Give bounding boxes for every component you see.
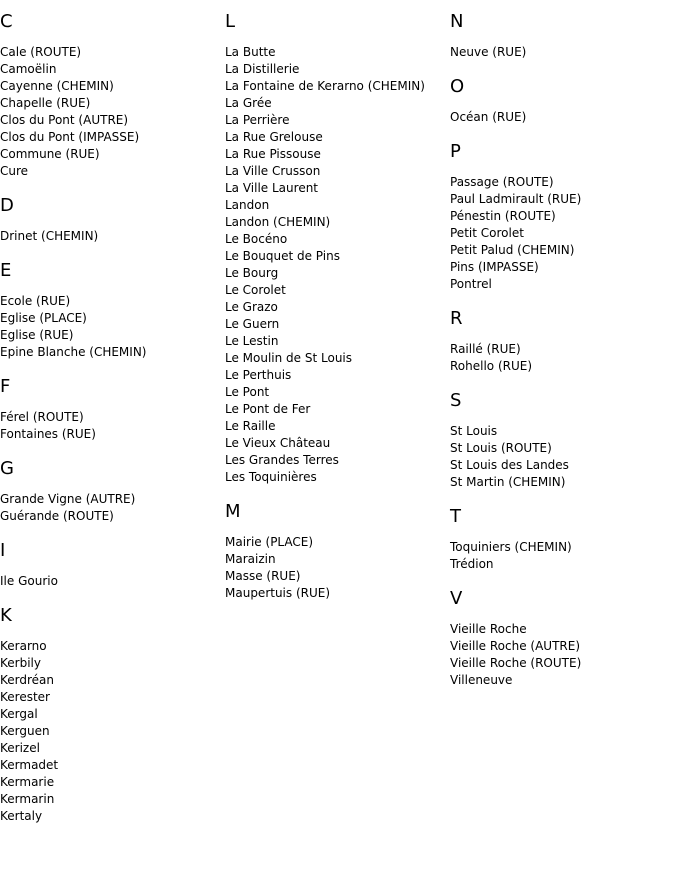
street-item: Kerbily: [0, 656, 41, 670]
street-item: La Distillerie: [225, 62, 300, 76]
street-item: La Perrière: [225, 113, 290, 127]
letter-section: [450, 10, 674, 61]
street-item: La Ville Laurent: [225, 181, 319, 195]
street-item: Le Vieux Château: [225, 436, 331, 450]
street-item: Kerdréan: [0, 673, 55, 687]
letter-heading: V: [450, 588, 463, 609]
street-item: Neuve (RUE): [450, 45, 527, 59]
street-list: [0, 44, 224, 180]
letter-section: [0, 604, 224, 825]
street-item: Le Bourg: [225, 266, 279, 280]
street-item: Kerarno: [0, 639, 47, 653]
street-item: Camoëlin: [0, 62, 57, 76]
letter-section: [450, 307, 674, 375]
street-item: Eglise (PLACE): [0, 311, 87, 325]
letter-section: [0, 10, 224, 180]
street-item: Vieille Roche (ROUTE): [450, 656, 582, 670]
letter-heading: E: [0, 260, 12, 281]
street-item: Kertaly: [0, 809, 43, 823]
street-list: [450, 341, 674, 375]
letter-heading: R: [450, 308, 463, 329]
street-item: Epine Blanche (CHEMIN): [0, 345, 147, 359]
street-item: Ile Gourio: [0, 574, 58, 588]
letter-section: [450, 140, 674, 293]
letter-section: [450, 75, 674, 126]
letter-section: [0, 539, 224, 590]
street-item: Vieille Roche: [450, 622, 527, 636]
street-item: Eglise (RUE): [0, 328, 74, 342]
letter-heading: D: [0, 195, 14, 216]
street-item: Petit Palud (CHEMIN): [450, 243, 575, 257]
street-list: [450, 539, 674, 573]
street-item: Maupertuis (RUE): [225, 586, 331, 600]
street-item: Paul Ladmirault (RUE): [450, 192, 582, 206]
letter-section: [0, 259, 224, 361]
letter-section: [450, 389, 674, 491]
street-item: Pontrel: [450, 277, 492, 291]
letter-section: [450, 587, 674, 689]
street-list: [0, 573, 224, 590]
street-item: Guérande (ROUTE): [0, 509, 114, 523]
street-list: [0, 638, 224, 825]
street-list: [450, 44, 674, 61]
street-item: Kergal: [0, 707, 38, 721]
letter-heading: G: [0, 458, 14, 479]
street-item: Grande Vigne (AUTRE): [0, 492, 136, 506]
street-item: Le Bouquet de Pins: [225, 249, 340, 263]
street-list: [450, 109, 674, 126]
street-list: [225, 44, 449, 486]
letter-section: [0, 194, 224, 245]
street-item: Toquiniers (CHEMIN): [450, 540, 572, 554]
street-item: Vieille Roche (AUTRE): [450, 639, 581, 653]
street-item: Kermarie: [0, 775, 55, 789]
street-item: St Louis: [450, 424, 498, 438]
street-item: Cale (ROUTE): [0, 45, 82, 59]
street-list: [450, 423, 674, 491]
street-item: Le Moulin de St Louis: [225, 351, 353, 365]
street-item: Pénestin (ROUTE): [450, 209, 556, 223]
street-list: [0, 409, 224, 443]
street-list: [0, 293, 224, 361]
street-item: Trédion: [450, 557, 494, 571]
letter-heading: M: [225, 501, 241, 522]
street-list: [450, 621, 674, 689]
letter-section: [0, 375, 224, 443]
letter-heading: O: [450, 76, 465, 97]
street-item: Petit Corolet: [450, 226, 524, 240]
street-item: Fontaines (RUE): [0, 427, 96, 441]
street-item: St Louis des Landes: [450, 458, 569, 472]
street-item: La Ville Crusson: [225, 164, 321, 178]
street-item: Le Grazo: [225, 300, 278, 314]
street-item: Le Raille: [225, 419, 276, 433]
street-item: Masse (RUE): [225, 569, 301, 583]
street-item: La Rue Grelouse: [225, 130, 323, 144]
street-item: Cure: [0, 164, 29, 178]
street-item: Villeneuve: [450, 673, 513, 687]
letter-section: [450, 505, 674, 573]
street-item: Le Pont de Fer: [225, 402, 311, 416]
street-item: Maraizin: [225, 552, 276, 566]
letter-section: [225, 10, 449, 486]
street-item: Passage (ROUTE): [450, 175, 554, 189]
street-item: St Louis (ROUTE): [450, 441, 552, 455]
letter-heading: C: [0, 11, 13, 32]
street-index-column-1: [0, 10, 224, 839]
street-item: Raillé (RUE): [450, 342, 521, 356]
street-item: Drinet (CHEMIN): [0, 229, 99, 243]
street-item: Kerizel: [0, 741, 40, 755]
street-item: Le Lestin: [225, 334, 279, 348]
street-index-column-3: [450, 10, 674, 703]
street-item: Kerguen: [0, 724, 50, 738]
street-item: Les Toquinières: [225, 470, 317, 484]
street-item: Ecole (RUE): [0, 294, 71, 308]
street-item: Le Perthuis: [225, 368, 292, 382]
street-item: Océan (RUE): [450, 110, 527, 124]
street-item: Kermadet: [0, 758, 59, 772]
street-item: Mairie (PLACE): [225, 535, 314, 549]
street-item: Kermarin: [0, 792, 55, 806]
street-item: Pins (IMPASSE): [450, 260, 539, 274]
street-item: Le Pont: [225, 385, 270, 399]
street-item: Landon: [225, 198, 270, 212]
letter-section: [0, 457, 224, 525]
letter-heading: F: [0, 376, 11, 397]
street-index-column-2: [225, 10, 449, 616]
letter-section: [225, 500, 449, 602]
street-item: La Grée: [225, 96, 272, 110]
street-item: Cayenne (CHEMIN): [0, 79, 114, 93]
street-list: [225, 534, 449, 602]
street-item: Rohello (RUE): [450, 359, 533, 373]
letter-heading: T: [450, 506, 461, 527]
letter-heading: P: [450, 141, 461, 162]
street-item: Clos du Pont (AUTRE): [0, 113, 129, 127]
street-item: La Butte: [225, 45, 276, 59]
street-list: [450, 174, 674, 293]
street-list: [0, 491, 224, 525]
street-item: La Rue Pissouse: [225, 147, 321, 161]
letter-heading: K: [0, 605, 12, 626]
street-list: [0, 228, 224, 245]
letter-heading: S: [450, 390, 462, 411]
letter-heading: N: [450, 11, 464, 32]
letter-heading: L: [225, 11, 236, 32]
street-item: Férel (ROUTE): [0, 410, 84, 424]
street-item: Le Bocéno: [225, 232, 288, 246]
street-item: Chapelle (RUE): [0, 96, 91, 110]
street-item: Commune (RUE): [0, 147, 100, 161]
street-item: Les Grandes Terres: [225, 453, 339, 467]
street-item: Le Corolet: [225, 283, 286, 297]
street-item: Landon (CHEMIN): [225, 215, 331, 229]
letter-heading: I: [0, 540, 6, 561]
street-item: La Fontaine de Kerarno (CHEMIN): [225, 79, 425, 93]
street-item: Le Guern: [225, 317, 280, 331]
street-item: Clos du Pont (IMPASSE): [0, 130, 140, 144]
street-item: St Martin (CHEMIN): [450, 475, 566, 489]
street-item: Kerester: [0, 690, 50, 704]
